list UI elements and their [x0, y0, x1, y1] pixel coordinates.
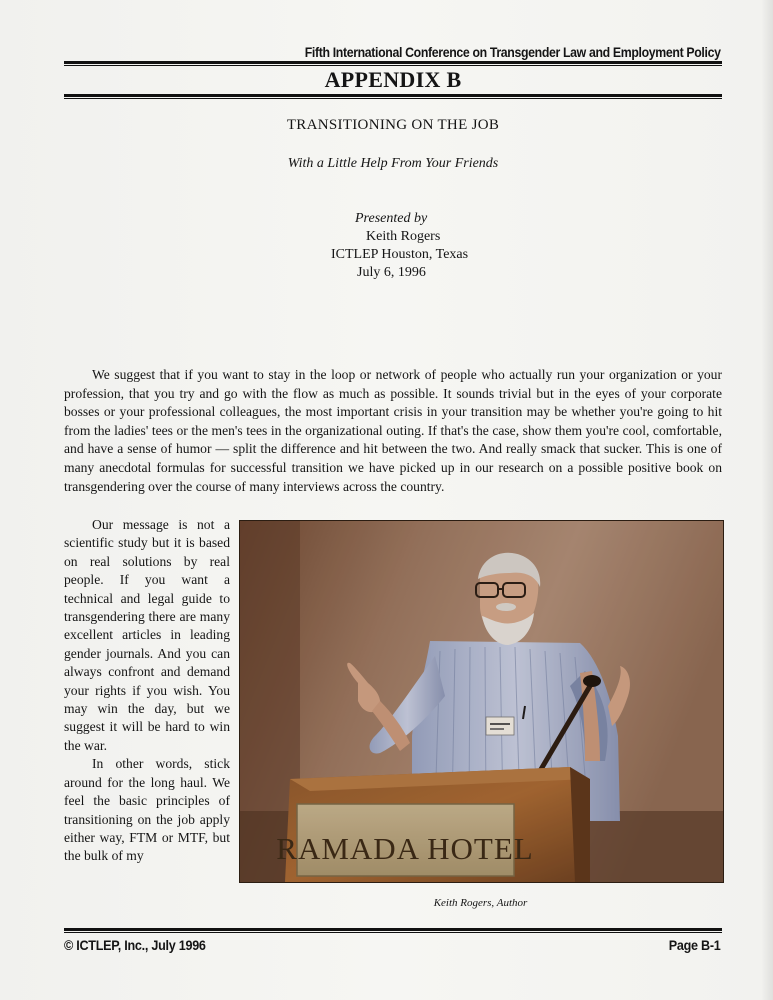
page-edge-shadow — [761, 0, 773, 1000]
photo-caption: Keith Rogers, Author — [433, 897, 528, 909]
article-title: TRANSITIONING ON THE JOB — [286, 117, 500, 133]
article-subtitle: With a Little Help From Your Friends — [287, 156, 499, 171]
podium-sign-text: RAMADA HOTEL — [276, 831, 534, 866]
footer-rule-thin — [64, 932, 722, 933]
presenter-location: ICTLEP Houston, Texas — [331, 247, 469, 262]
presented-by-label: Presented by — [355, 211, 428, 226]
footer-rule — [64, 928, 722, 931]
header-rule-top — [64, 61, 722, 64]
photo-illustration — [240, 521, 723, 882]
left-column — [64, 516, 230, 866]
intro-paragraph: We suggest that if you want to stay in the loop or network of people who actually run your organization or your profession, that you try and go with the flow as much as possible. It sounds trivial but in the eyes of your corporate bosses or your professional colleagues, the most important crisis in your transition may be whether you're going to hit from the ladies' tees or the men's tees in the organizational outing. If that's the case, show them you're cool, comfortable, and have a sense of humor — split the difference and hit between the two. And really smack that sucker. This is one of many anecdotal formulas for successful transition we have picked up in our research on a possible positive book on transgendering over the course of many interviews across the country. — [64, 367, 722, 494]
header-rule-bottom — [64, 94, 722, 97]
author-photo — [239, 520, 724, 883]
header-rule-bottom-thin — [64, 98, 722, 99]
page-number: Page B-1 — [669, 937, 721, 953]
copyright-footer: © ICTLEP, Inc., July 1996 — [64, 937, 206, 953]
column-paragraph-2: In other words, stick around for the long haul. We feel the basic principles of transitioning on the job apply either way, FTM or MTF, but the bulk of my — [64, 756, 230, 864]
presenter-name: Keith Rogers — [366, 229, 441, 244]
appendix-title: APPENDIX B — [324, 67, 462, 92]
presentation-date: July 6, 1996 — [357, 265, 426, 280]
header-rule-top-thin — [64, 65, 722, 66]
column-paragraph-1: Our message is not a scientific study but it is based on real solutions by real people. If you want a technical and legal guide to transgendering there are many excellent articles in leading gender journals. And you can always confront and demand your rights if you wish. You may win the day, but we suggest it will be hard to win the war. — [64, 517, 230, 753]
conference-header: Fifth International Conference on Transgender Law and Employment Policy — [305, 44, 721, 60]
